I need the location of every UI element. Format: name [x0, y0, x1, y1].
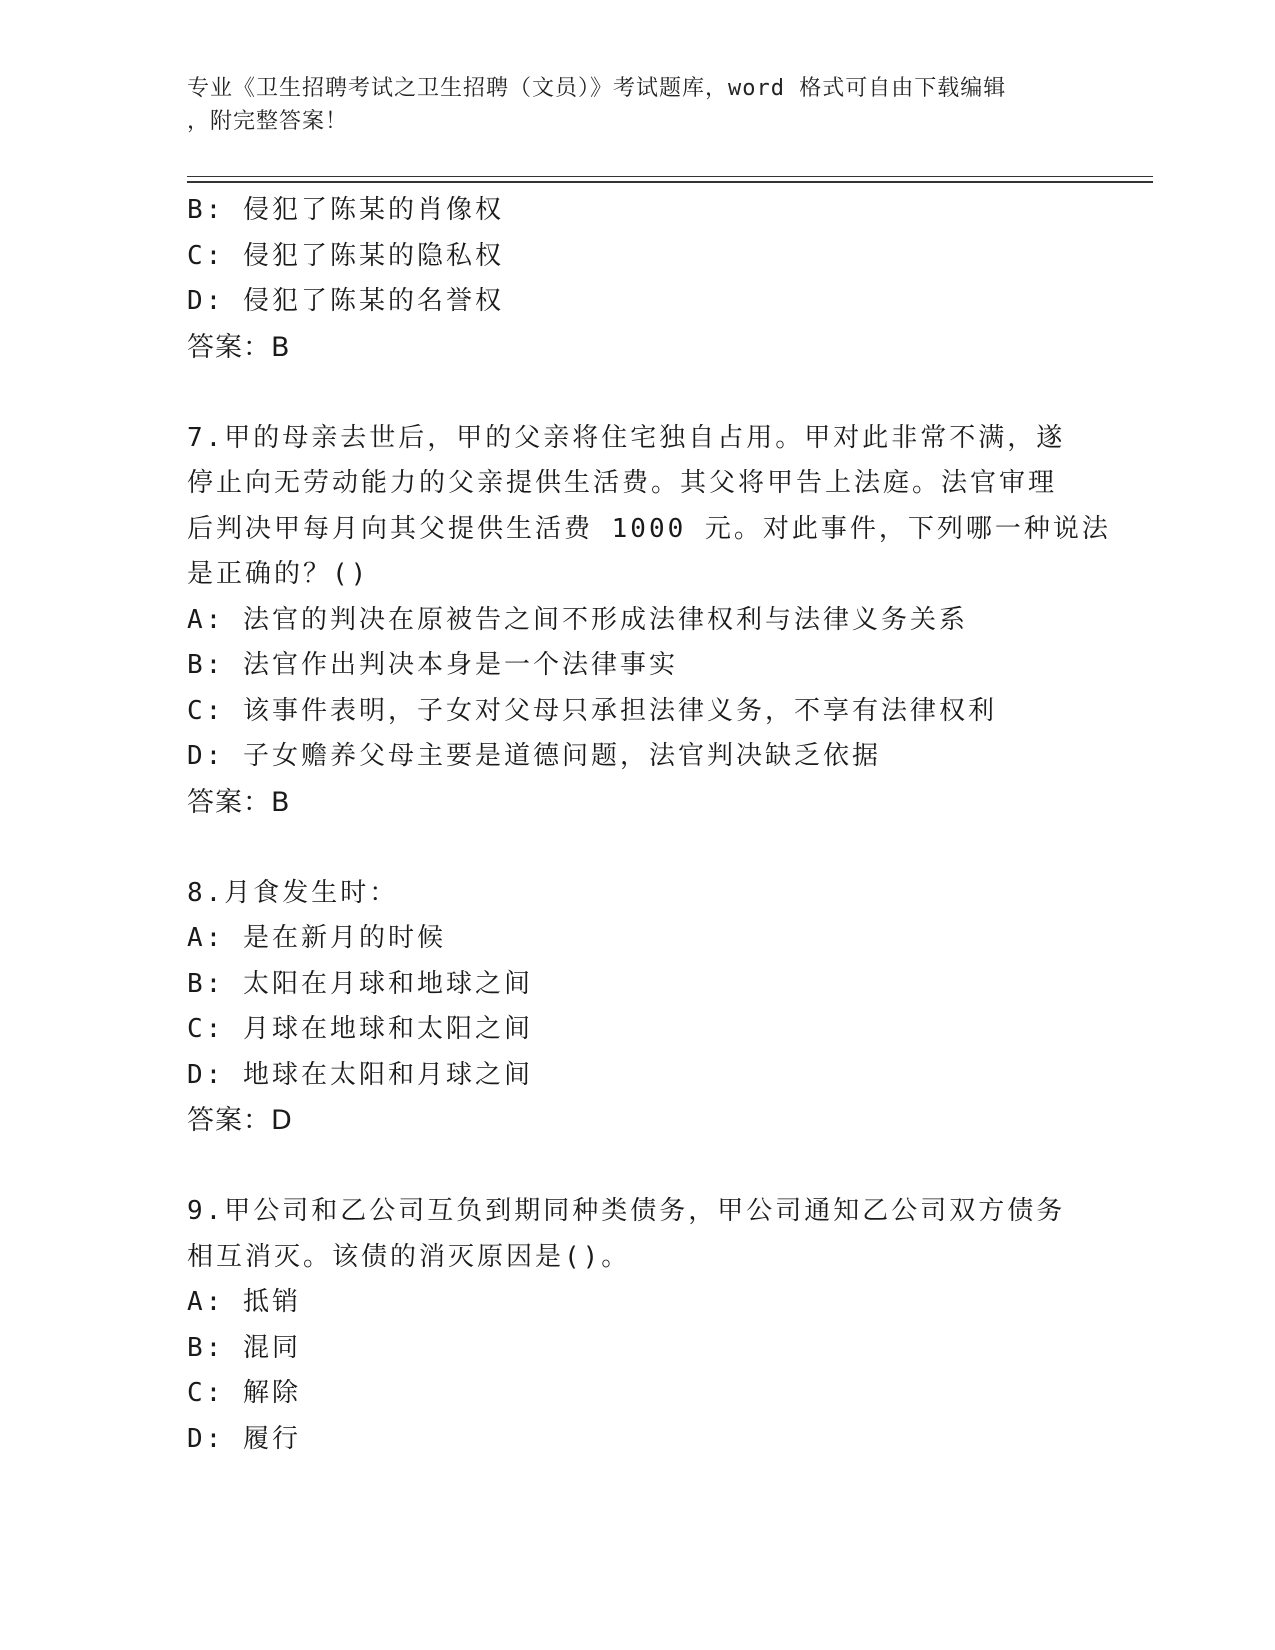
- document-header: [187, 72, 1087, 138]
- q8-option-d: D: 地球在太阳和月球之间: [187, 1059, 533, 1090]
- q7-stem-line-1: 7.甲的母亲去世后，甲的父亲将住宅独自占用。甲对此非常不满，遂: [187, 422, 1066, 453]
- q7-option-a: A: 法官的判决在原被告之间不形成法律权利与法律义务关系: [187, 604, 968, 635]
- q7-stem-line-2: 停止向无劳动能力的父亲提供生活费。其父将甲告上法庭。法官审理: [187, 468, 1058, 498]
- q6-option-c: C: 侵犯了陈某的隐私权: [187, 240, 504, 271]
- spacer: [187, 370, 1087, 416]
- q7-stem-line-4: 是正确的？(): [187, 559, 370, 589]
- q7-option-b: B: 法官作出判决本身是一个法律事实: [187, 650, 678, 680]
- q8-option-a: A: 是在新月的时候: [187, 923, 446, 953]
- q9-stem-line-2: 相互消灭。该债的消灭原因是()。: [187, 1241, 631, 1272]
- question-6-tail: [187, 188, 1087, 370]
- q9-option-b: B: 混同: [187, 1332, 301, 1363]
- question-9: [187, 1189, 1087, 1462]
- q7-stem-line-3: 后判决甲每月向其父提供生活费 1000 元。对此事件，下列哪一种说法: [187, 513, 1111, 544]
- q8-option-b: B: 太阳在月球和地球之间: [187, 968, 533, 999]
- q8-option-c: C: 月球在地球和太阳之间: [187, 1014, 533, 1044]
- spacer: [187, 1144, 1087, 1190]
- q6-answer: 答案：B: [187, 331, 291, 363]
- q8-answer: 答案：D: [187, 1105, 293, 1136]
- q9-option-d: D: 履行: [187, 1423, 301, 1454]
- q7-option-c: C: 该事件表明，子女对父母只承担法律义务，不享有法律权利: [187, 695, 997, 726]
- q9-stem-line-1: 9.甲公司和乙公司互负到期同种类债务，甲公司通知乙公司双方债务: [187, 1196, 1066, 1226]
- spacer: [187, 825, 1087, 871]
- q9-option-c: C: 解除: [187, 1378, 301, 1408]
- q6-option-d: D: 侵犯了陈某的名誉权: [187, 286, 504, 316]
- q9-option-a: A: 抵销: [187, 1287, 301, 1317]
- header-line-2: ，附完整答案！: [187, 109, 349, 134]
- question-list: [187, 188, 1111, 1462]
- q6-option-b: B: 侵犯了陈某的肖像权: [187, 195, 504, 225]
- header-divider-thick: [187, 181, 1153, 183]
- header-divider-thin: [187, 176, 1153, 177]
- q7-answer: 答案：B: [187, 786, 291, 818]
- question-8: [187, 871, 1087, 1144]
- q8-stem: 8.月食发生时：: [187, 877, 399, 908]
- q7-option-d: D: 子女赡养父母主要是道德问题，法官判决缺乏依据: [187, 741, 881, 771]
- question-7: [187, 416, 1111, 826]
- header-line-1: 专业《卫生招聘考试之卫生招聘（文员）》考试题库，word 格式可自由下载编辑: [187, 76, 1007, 101]
